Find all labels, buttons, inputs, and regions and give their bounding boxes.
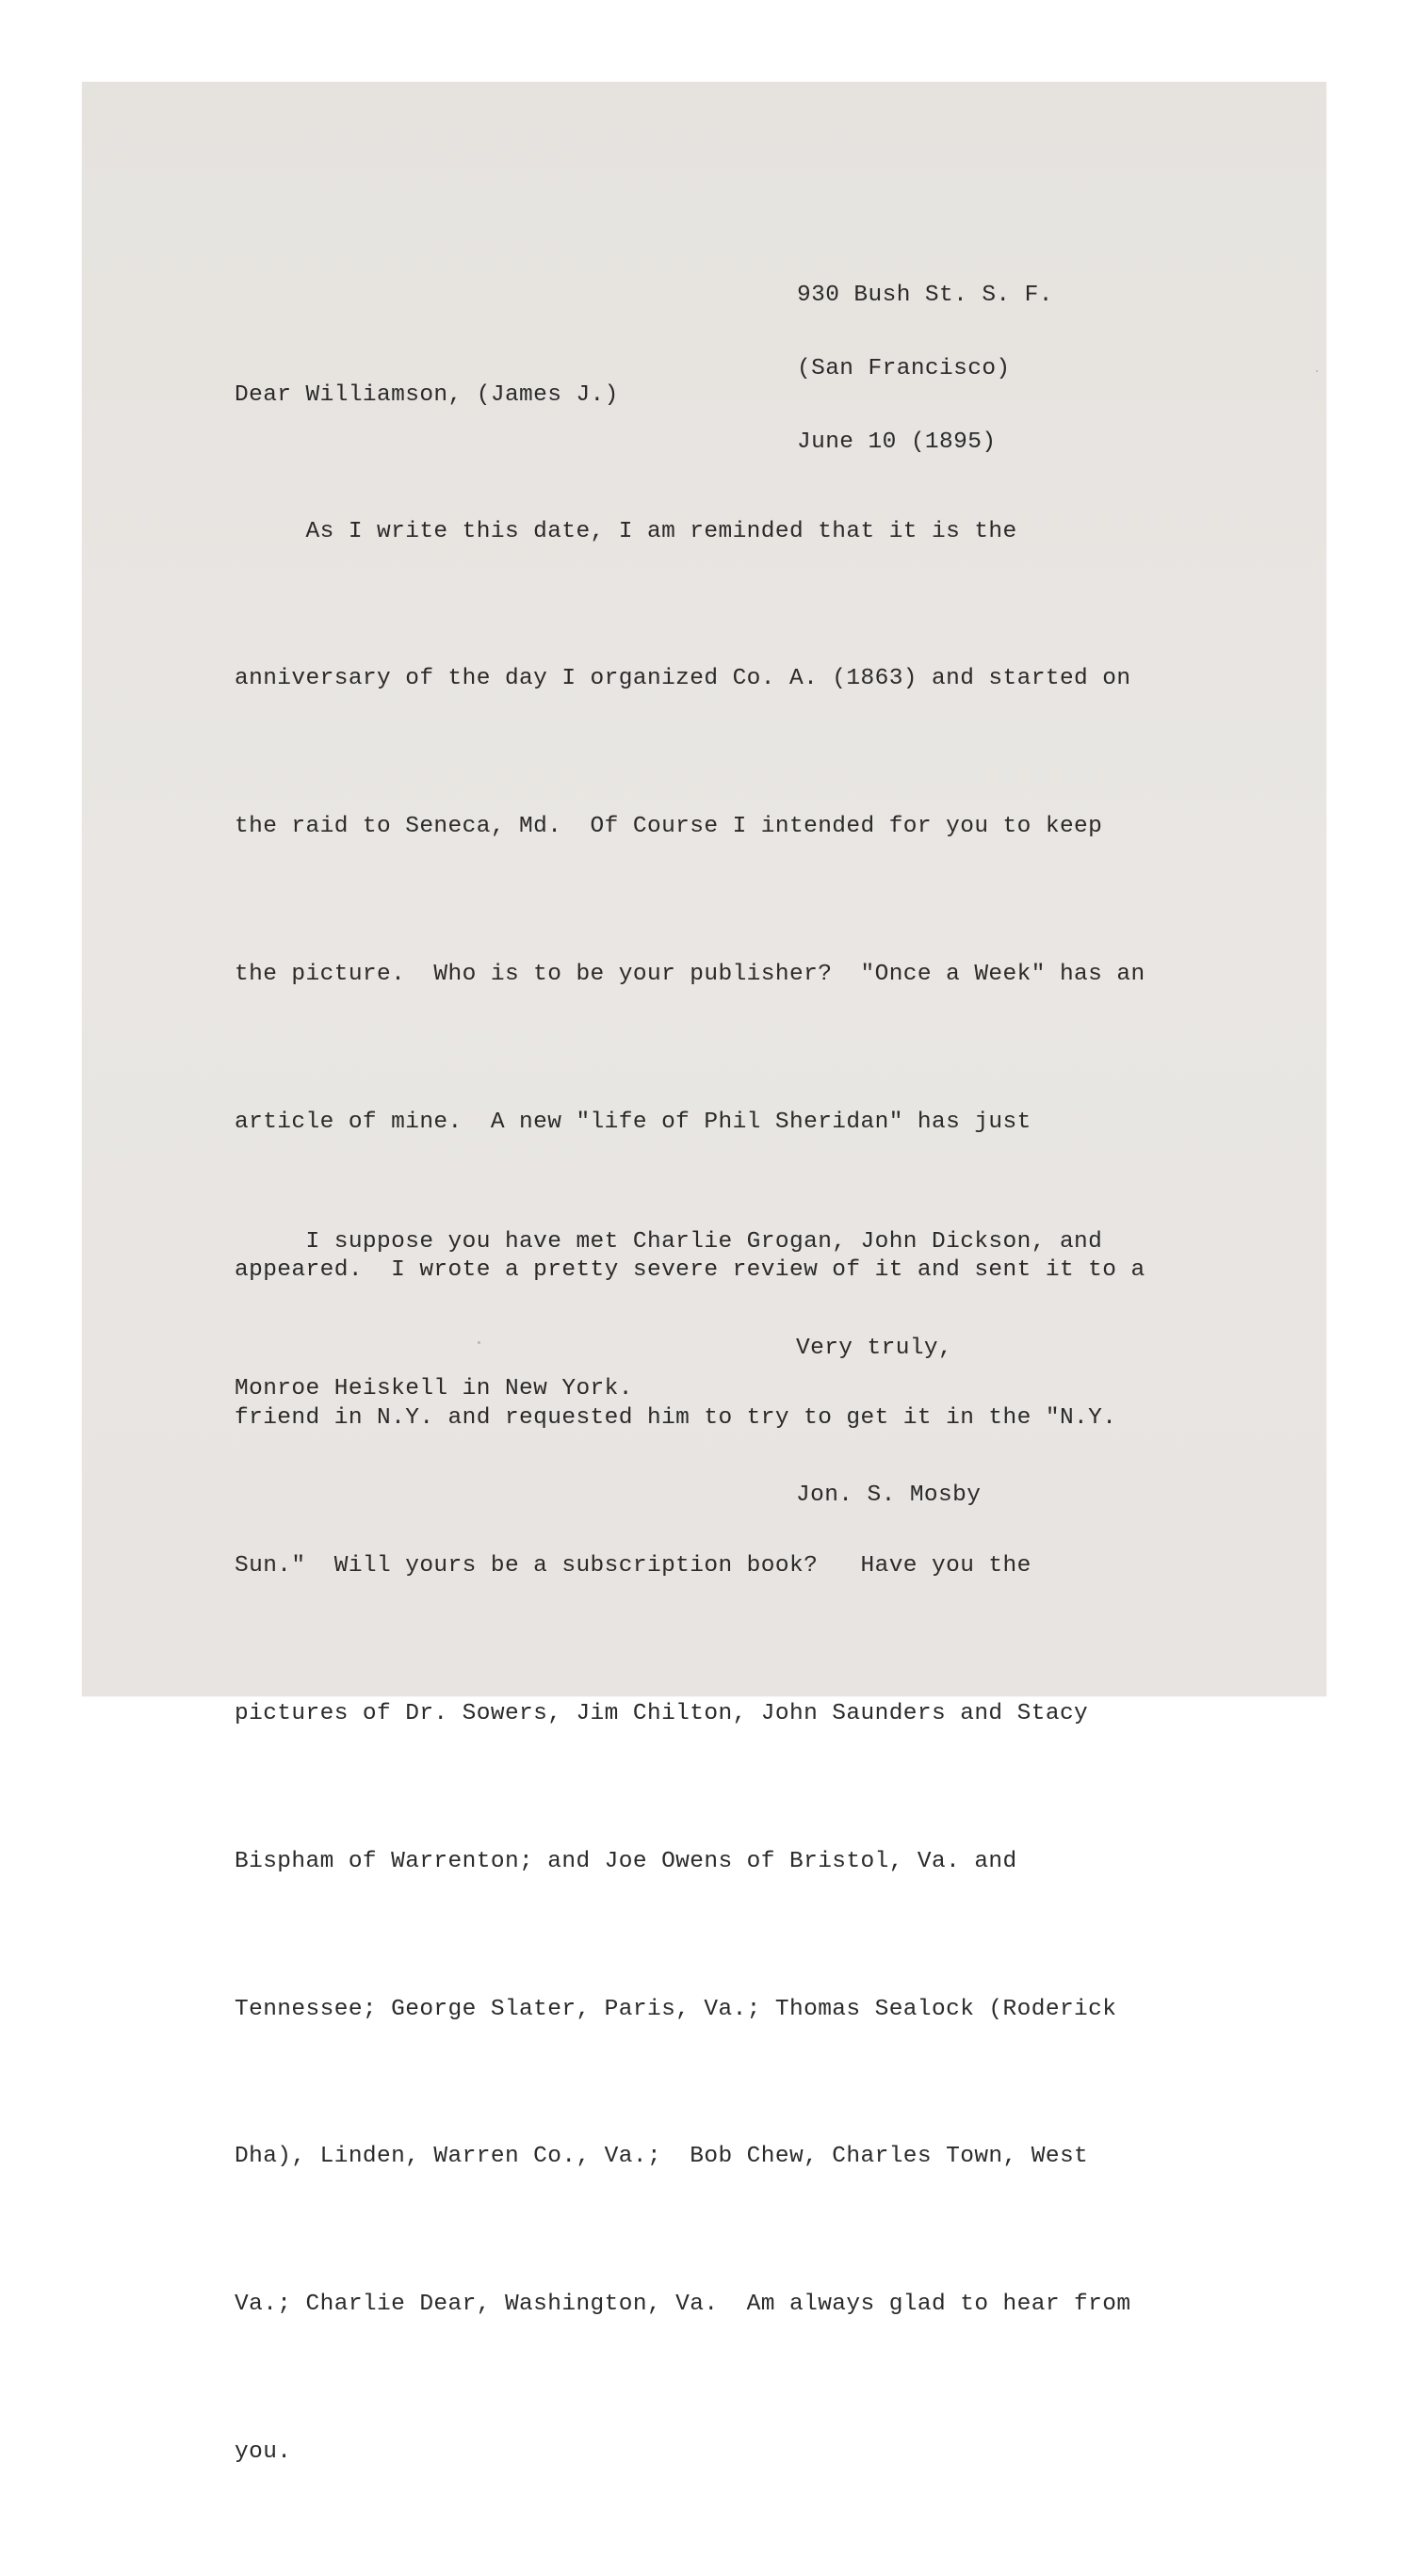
text-line: friend in N.Y. and requested him to try to get it in the "N.Y. [235,1404,1117,1431]
salutation: Dear Williamson, (James J.) [235,382,619,408]
text-line: Va.; Charlie Dear, Washington, Va. Am always glad to hear from [235,2292,1131,2318]
text-line: you. [235,2439,292,2466]
date-line: June 10 (1895) [797,429,997,455]
text-line: the picture. Who is to be your publisher? "Once a Week" has an [235,962,1145,988]
text-line: Dha), Linden, Warren Co., Va.; Bob Chew, Charles Town, West [235,2144,1089,2170]
text-line: As I write this date, I am reminded that it is the [235,518,1017,544]
closing-block [796,1226,981,1618]
text-line: pictures of Dr. Sowers, Jim Chilton, John Saunders and Stacy [235,1700,1089,1726]
paper-speck [1316,370,1318,372]
paper-speck [478,1341,480,1344]
text-line: appeared. I wrote a pretty severe review of it and sent it to a [235,1257,1145,1284]
complimentary-close: Very truly, [796,1336,953,1361]
text-line: the raid to Seneca, Md. Of Course I intended for you to keep [235,814,1103,840]
letter-page [82,82,1326,2466]
text-line: Bispham of Warrenton; and Joe Owens of Bristol, Va. and [235,1848,1017,1874]
text-line: Monroe Heiskell in New York. [235,1376,633,1402]
text-line: anniversary of the day I organized Co. A. (1863) and started on [235,666,1131,692]
address-line: 930 Bush St. S. F. [797,283,1053,308]
signature-name: Jon. S. Mosby [796,1482,982,1508]
text-line: Tennessee; George Slater, Paris, Va.; Thomas Sealock (Roderick [235,1996,1117,2022]
address-line: (San Francisco) [797,356,1011,381]
text-line: Sun." Will yours be a subscription book? Have you the [235,1552,1031,1579]
text-line: I suppose you have met Charlie Grogan, John Dickson, and [235,1228,1103,1255]
text-line: article of mine. A new "life of Phil Sheridan" has just [235,1110,1031,1136]
